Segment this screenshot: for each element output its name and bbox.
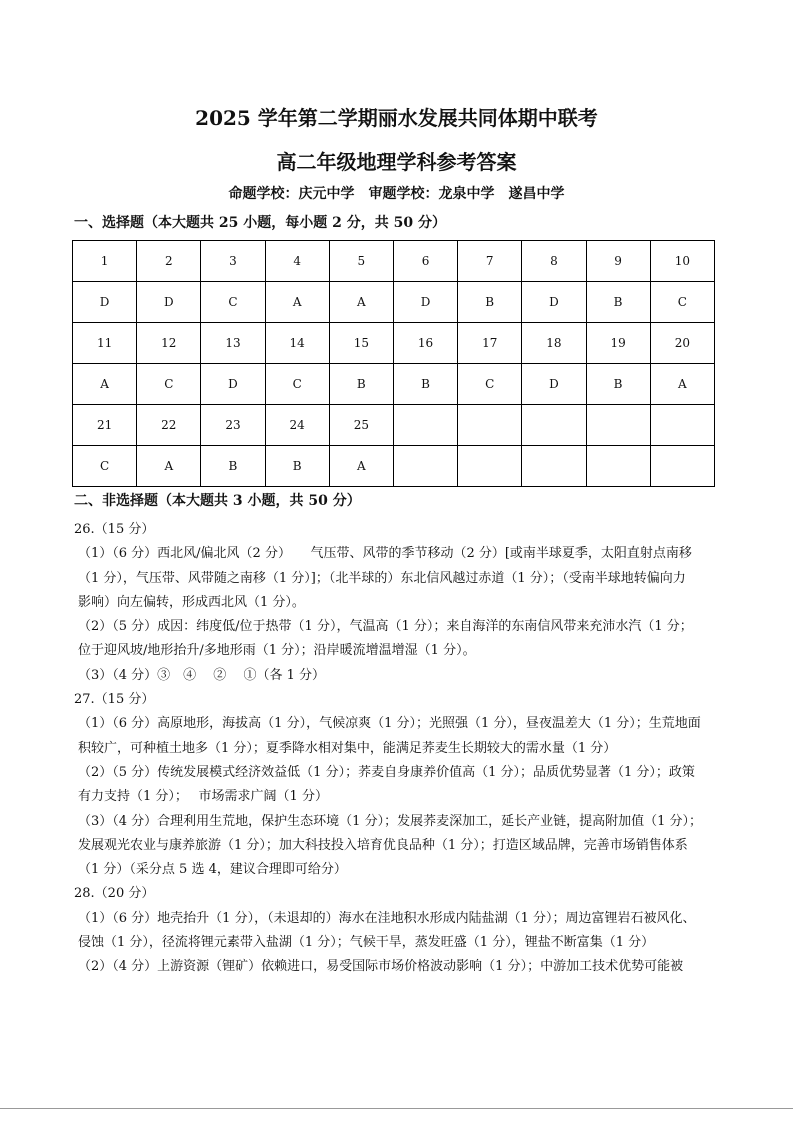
question-number-cell: 23 [201,405,265,446]
question-number-cell: 12 [137,323,201,364]
question-number-row [73,323,715,364]
answer-cell: B [201,446,265,487]
question-number-cell: 18 [522,323,586,364]
question-number-cell: 15 [329,323,393,364]
question-number-cell: 22 [137,405,201,446]
answer-line: （1）（6 分）西北风/偏北风（2 分） 气压带、风带的季节移动（2 分）[或南半球夏季，太阳直射点南移 [78,546,692,562]
question-number-cell: 7 [458,241,522,282]
question-number-cell: 20 [650,323,714,364]
answer-line: （1 分）（采分点 5 选 4，建议合理即可给分） [78,862,347,878]
free-response-answers [74,518,724,980]
question-number-cell: 17 [458,323,522,364]
question-number-cell: 11 [73,323,137,364]
question-number-row [73,241,715,282]
question-number-cell: 2 [137,241,201,282]
answer-cell: B [329,364,393,405]
answer-cell: B [586,364,650,405]
answer-cell [522,446,586,487]
answer-cell: D [137,282,201,323]
answer-row [73,446,715,487]
question-number-cell: 9 [586,241,650,282]
section-heading-free-response: 二、非选择题（本大题共 3 小题，共 50 分） [74,493,361,509]
answer-key-title: 高二年级地理学科参考答案 [276,150,517,174]
answer-line: 影响）向左偏转，形成西北风（1 分）。 [78,594,305,610]
question-number-cell: 16 [393,323,457,364]
page-bottom-divider [0,1108,793,1109]
answer-line: （2）（5 分）成因：纬度低/位于热带（1 分），气温高（1 分）；来自海洋的东南信风带来充沛水汽（1 分； [78,619,693,635]
question-number-cell: 21 [73,405,137,446]
question-number-cell: 19 [586,323,650,364]
answer-line: （3）（4 分）③ ④ ② ①（各 1 分） [78,667,325,683]
answer-table [72,240,715,487]
question-number-cell [650,405,714,446]
answer-cell: C [137,364,201,405]
answer-line: （2）（5 分）传统发展模式经济效益低（1 分）；荞麦自身康养价值高（1 分）；品质优势显著（1 分）；政策 [78,764,695,780]
answer-line: （3）（4 分）合理利用生荒地，保护生态环境（1 分）；发展荞麦深加工，延长产业链，提高附加值（1 分）； [78,813,702,829]
question-number-cell: 6 [393,241,457,282]
question-number-cell: 1 [73,241,137,282]
question-number-cell: 3 [201,241,265,282]
answer-cell: C [650,282,714,323]
exam-title: 2025 学年第二学期丽水发展共同体期中联考 [195,106,598,130]
answer-cell: B [458,282,522,323]
question-header: 27.（15 分） [74,692,155,708]
answer-cell: A [329,446,393,487]
answer-cell: A [137,446,201,487]
question-number-cell: 8 [522,241,586,282]
answer-cell [650,446,714,487]
question-number-cell: 4 [265,241,329,282]
section-heading-multiple-choice: 一、选择题（本大题共 25 小题，每小题 2 分，共 50 分） [74,215,446,231]
answer-cell [586,446,650,487]
answer-cell: D [393,282,457,323]
answer-line: （1）（6 分）地壳抬升（1 分），（未退却的）海水在洼地积水形成内陆盐湖（1 分）；周边富锂岩石被风化、 [78,910,696,926]
answer-line: 有力支持（1 分）； 市场需求广阔（1 分） [78,789,328,805]
school-credits: 命题学校：庆元中学 审题学校：龙泉中学 遂昌中学 [228,186,565,202]
answer-cell: A [329,282,393,323]
answer-cell: A [265,282,329,323]
answer-cell [458,446,522,487]
answer-cell: A [73,364,137,405]
answer-row [73,364,715,405]
question-number-cell [586,405,650,446]
answer-line: 位于迎风坡/地形抬升/多地形雨（1 分）；沿岸暖流增温增湿（1 分）。 [78,643,476,659]
question-number-cell: 13 [201,323,265,364]
question-header: 28.（20 分） [74,886,155,902]
question-number-cell [522,405,586,446]
answer-cell: B [393,364,457,405]
question-number-cell: 14 [265,323,329,364]
answer-line: 积较广，可种植土地多（1 分）；夏季降水相对集中，能满足荞麦生长期较大的需水量（1 分） [78,740,617,756]
answer-cell: D [522,282,586,323]
answer-line: 发展观光农业与康养旅游（1 分）；加大科技投入培育优良品种（1 分）；打造区域品牌，完善市场销售体系 [78,837,688,853]
question-number-cell [458,405,522,446]
answer-row [73,282,715,323]
question-number-cell: 24 [265,405,329,446]
question-number-row [73,405,715,446]
answer-cell: C [73,446,137,487]
answer-cell [393,446,457,487]
question-number-cell: 10 [650,241,714,282]
question-header: 26.（15 分） [74,522,155,537]
answer-line: （1 分），气压带、风带随之南移（1 分）]；（北半球的）东北信风越过赤道（1 分）；（受南半球地转偏向力 [78,570,686,586]
answer-cell: A [650,364,714,405]
answer-line: 侵蚀（1 分），径流将锂元素带入盐湖（1 分）；气候干旱，蒸发旺盛（1 分），锂盐不断富集（1 分） [78,935,655,951]
answer-cell: B [265,446,329,487]
answer-cell: D [522,364,586,405]
answer-cell: D [201,364,265,405]
question-number-cell: 25 [329,405,393,446]
answer-cell: D [73,282,137,323]
question-number-cell [393,405,457,446]
answer-cell: C [458,364,522,405]
answer-cell: C [201,282,265,323]
answer-cell: C [265,364,329,405]
answer-cell: B [586,282,650,323]
answer-line: （1）（6 分）高原地形，海拔高（1 分），气候凉爽（1 分）；光照强（1 分），昼夜温差大（1 分）；生荒地面 [78,716,701,732]
question-number-cell: 5 [329,241,393,282]
answer-line: （2）（4 分）上游资源（锂矿）依赖进口，易受国际市场价格波动影响（1 分）；中游加工技术优势可能被 [78,959,684,975]
